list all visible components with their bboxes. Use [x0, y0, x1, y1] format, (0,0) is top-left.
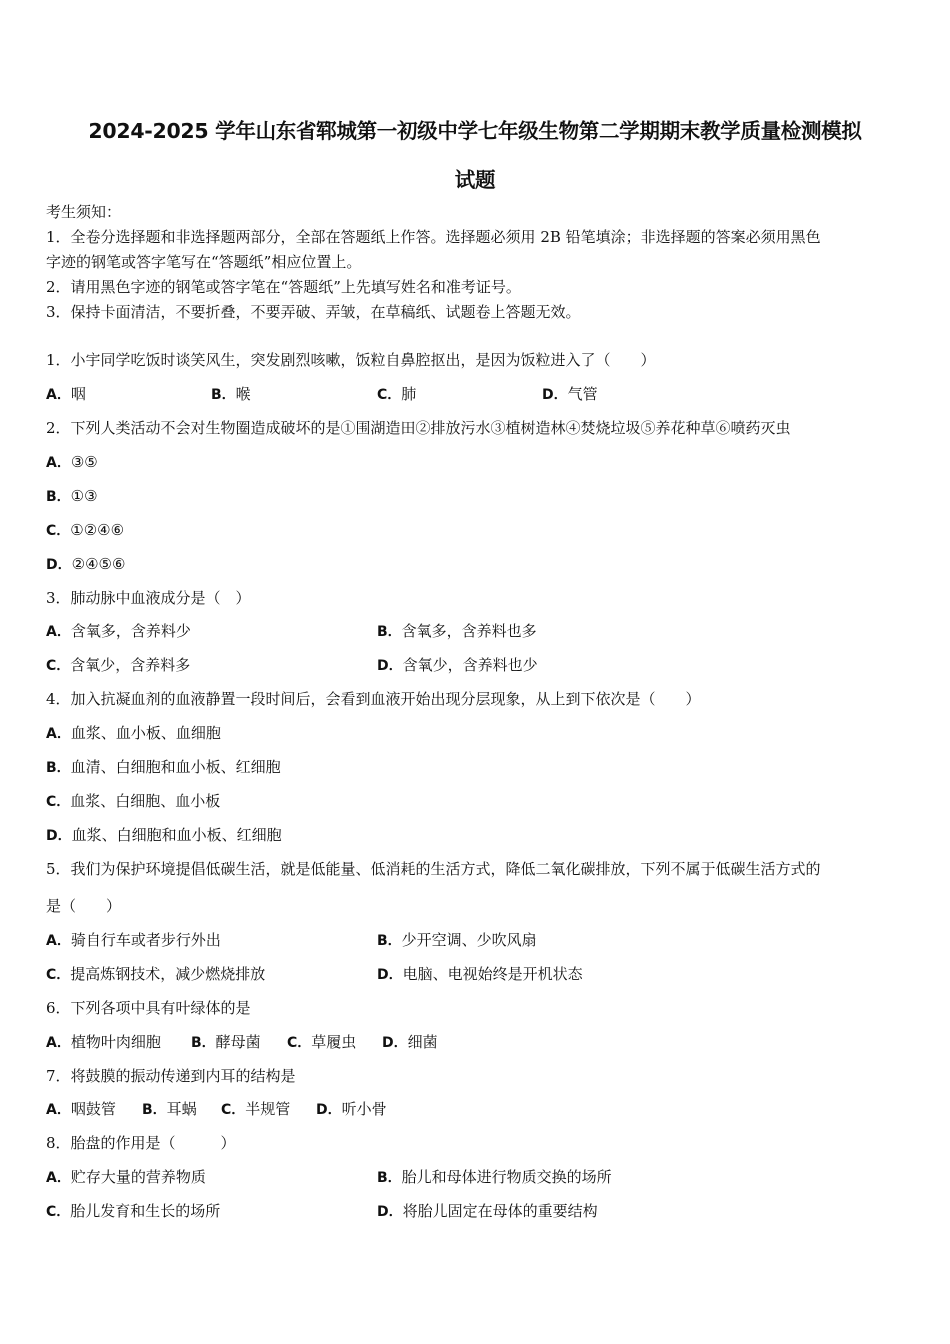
- notice-item: 3．保持卡面清洁，不要折叠，不要弄破、弄皱，在草稿纸、试题卷上答题无效。: [46, 303, 581, 321]
- answer-option: D．电脑、电视始终是开机状态: [377, 965, 583, 983]
- answer-option: C．血浆、白细胞、血小板: [46, 792, 221, 810]
- answer-option: D．将胎儿固定在母体的重要结构: [377, 1202, 598, 1220]
- answer-option: B．①③: [46, 487, 98, 505]
- answer-option: C．半规管: [221, 1100, 291, 1118]
- answer-option: D．听小骨: [316, 1100, 387, 1118]
- answer-option: D．②④⑤⑥: [46, 555, 126, 573]
- answer-option: B．喉: [211, 385, 251, 403]
- answer-option: B．含氧多，含养料也多: [377, 622, 537, 640]
- answer-option: B．耳蜗: [142, 1100, 197, 1118]
- question-stem-continued: 是（ ）: [46, 897, 122, 915]
- answer-option: C．含氧少，含养料多: [46, 656, 191, 674]
- answer-option: A．③⑤: [46, 453, 98, 471]
- answer-option: B．少开空调、少吹风扇: [377, 931, 537, 949]
- answer-option: A．咽: [46, 385, 86, 403]
- answer-option: B．血清、白细胞和血小板、红细胞: [46, 758, 281, 776]
- answer-option: A．咽鼓管: [46, 1100, 116, 1118]
- answer-option: A．含氧多，含养料少: [46, 622, 191, 640]
- answer-option: A．血浆、血小板、血细胞: [46, 724, 221, 742]
- answer-option: B．酵母菌: [191, 1033, 261, 1051]
- question-stem: 4．加入抗凝血剂的血液静置一段时间后，会看到血液开始出现分层现象，从上到下依次是（ ）: [46, 690, 701, 708]
- question-stem: 6．下列各项中具有叶绿体的是: [46, 999, 251, 1017]
- answer-option: D．细菌: [382, 1033, 438, 1051]
- answer-option: C．提高炼钢技术，减少燃烧排放: [46, 965, 266, 983]
- question-stem: 7．将鼓膜的振动传递到内耳的结构是: [46, 1067, 296, 1085]
- page-title-continued: 试题: [454, 168, 496, 192]
- notice-item: 1．全卷分选择题和非选择题两部分，全部在答题纸上作答。选择题必须用 2B 铅笔填涂；非选择题的答案必须用黑色: [46, 228, 821, 246]
- question-stem: 5．我们为保护环境提倡低碳生活，就是低能量、低消耗的生活方式，降低二氧化碳排放，下列不属于低碳生活方式的: [46, 860, 821, 878]
- page-title: 2024-2025 学年山东省郓城第一初级中学七年级生物第二学期期末教学质量检测模拟: [88, 119, 862, 143]
- answer-option: C．肺: [377, 385, 417, 403]
- question-stem: 3．肺动脉中血液成分是（ ）: [46, 589, 251, 607]
- answer-option: B．胎儿和母体进行物质交换的场所: [377, 1168, 612, 1186]
- notice-item: 字迹的钢笔或答字笔写在“答题纸”相应位置上。: [46, 253, 362, 271]
- notice-item: 2．请用黑色字迹的钢笔或答字笔在“答题纸”上先填写姓名和准考证号。: [46, 278, 521, 296]
- answer-option: C．草履虫: [287, 1033, 357, 1051]
- notice-heading: 考生须知：: [46, 203, 122, 221]
- question-stem: 8．胎盘的作用是（ ）: [46, 1134, 236, 1152]
- answer-option: A．植物叶肉细胞: [46, 1033, 161, 1051]
- answer-option: C．胎儿发育和生长的场所: [46, 1202, 221, 1220]
- answer-option: A．贮存大量的营养物质: [46, 1168, 206, 1186]
- answer-option: D．气管: [542, 385, 598, 403]
- answer-option: D．血浆、白细胞和血小板、红细胞: [46, 826, 282, 844]
- answer-option: A．骑自行车或者步行外出: [46, 931, 221, 949]
- question-stem: 2．下列人类活动不会对生物圈造成破坏的是①围湖造田②排放污水③植树造林④焚烧垃圾⑤养花种草⑥喷药灭虫: [46, 419, 791, 437]
- answer-option: D．含氧少，含养料也少: [377, 656, 538, 674]
- answer-option: C．①②④⑥: [46, 521, 125, 539]
- question-stem: 1．小宇同学吃饭时谈笑风生，突发剧烈咳嗽，饭粒自鼻腔抠出，是因为饭粒进入了（ ）: [46, 351, 656, 369]
